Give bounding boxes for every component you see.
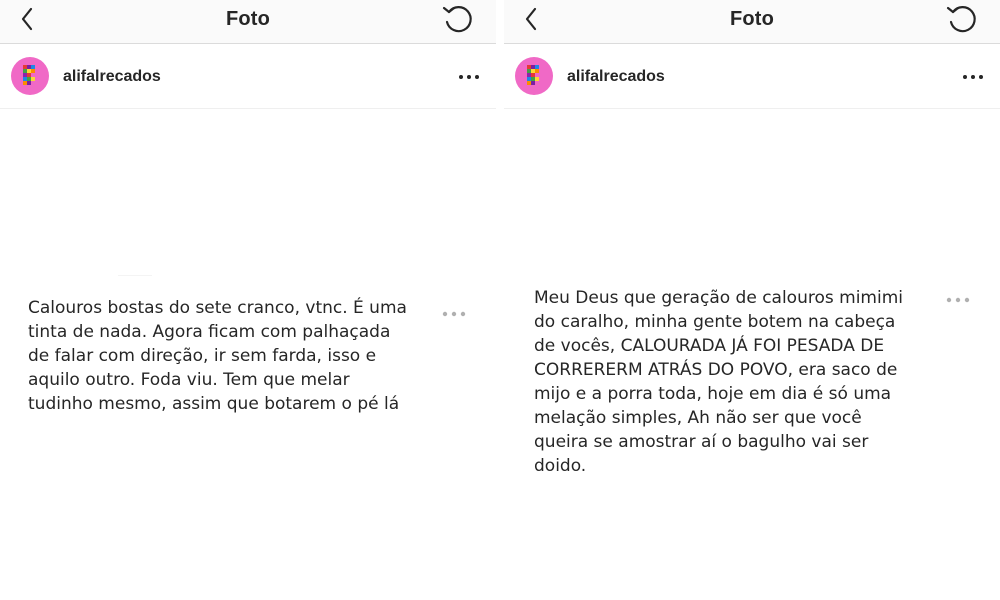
screenshot-panel-left (0, 0, 496, 600)
top-bar (0, 0, 496, 44)
post-options-button[interactable] (960, 70, 986, 84)
photo-divider (118, 275, 152, 276)
post-photo (0, 110, 496, 600)
more-horizontal-icon (960, 70, 986, 84)
post-header (504, 45, 1000, 109)
caption-more-icon (441, 310, 467, 318)
post-header (0, 45, 496, 109)
avatar-logo-icon (515, 57, 553, 95)
page-title: Foto (225, 8, 271, 30)
refresh-button[interactable] (944, 2, 978, 36)
top-bar (504, 0, 1000, 44)
post-username[interactable]: alifalrecados (567, 68, 665, 85)
post-options-button[interactable] (456, 70, 482, 84)
photo-text: Meu Deus que geração de calouros mimimi do caralho, minha gente botem na cabeça de vocês, CALOURADA JÁ FOI PESADA DE CORRERERM ATRÁS DO POVO, era saco de mijo e a porra toda, hoje em dia é só uma melação simples, Ah não ser que você queira se amostrar aí o bagulho vai ser doido. (534, 288, 903, 476)
avatar[interactable] (11, 57, 49, 95)
refresh-icon (440, 2, 474, 36)
refresh-icon (944, 2, 978, 36)
more-horizontal-icon (456, 70, 482, 84)
refresh-button[interactable] (440, 2, 474, 36)
photo-text: Calouros bostas do sete cranco, vtnc. É uma tinta de nada. Agora ficam com palhaçada de falar com direção, ir sem farda, isso e aquilo outro. Foda viu. Tem que melar tudinho mesmo, assim que botarem o pé lá (28, 298, 407, 414)
post-username[interactable]: alifalrecados (63, 68, 161, 85)
caption-more-icon (945, 296, 971, 304)
screenshot-panel-right (504, 0, 1000, 600)
post-photo (504, 110, 1000, 600)
avatar[interactable] (515, 57, 553, 95)
panel-gutter (496, 0, 504, 600)
page-title: Foto (729, 8, 775, 30)
avatar-logo-icon (11, 57, 49, 95)
